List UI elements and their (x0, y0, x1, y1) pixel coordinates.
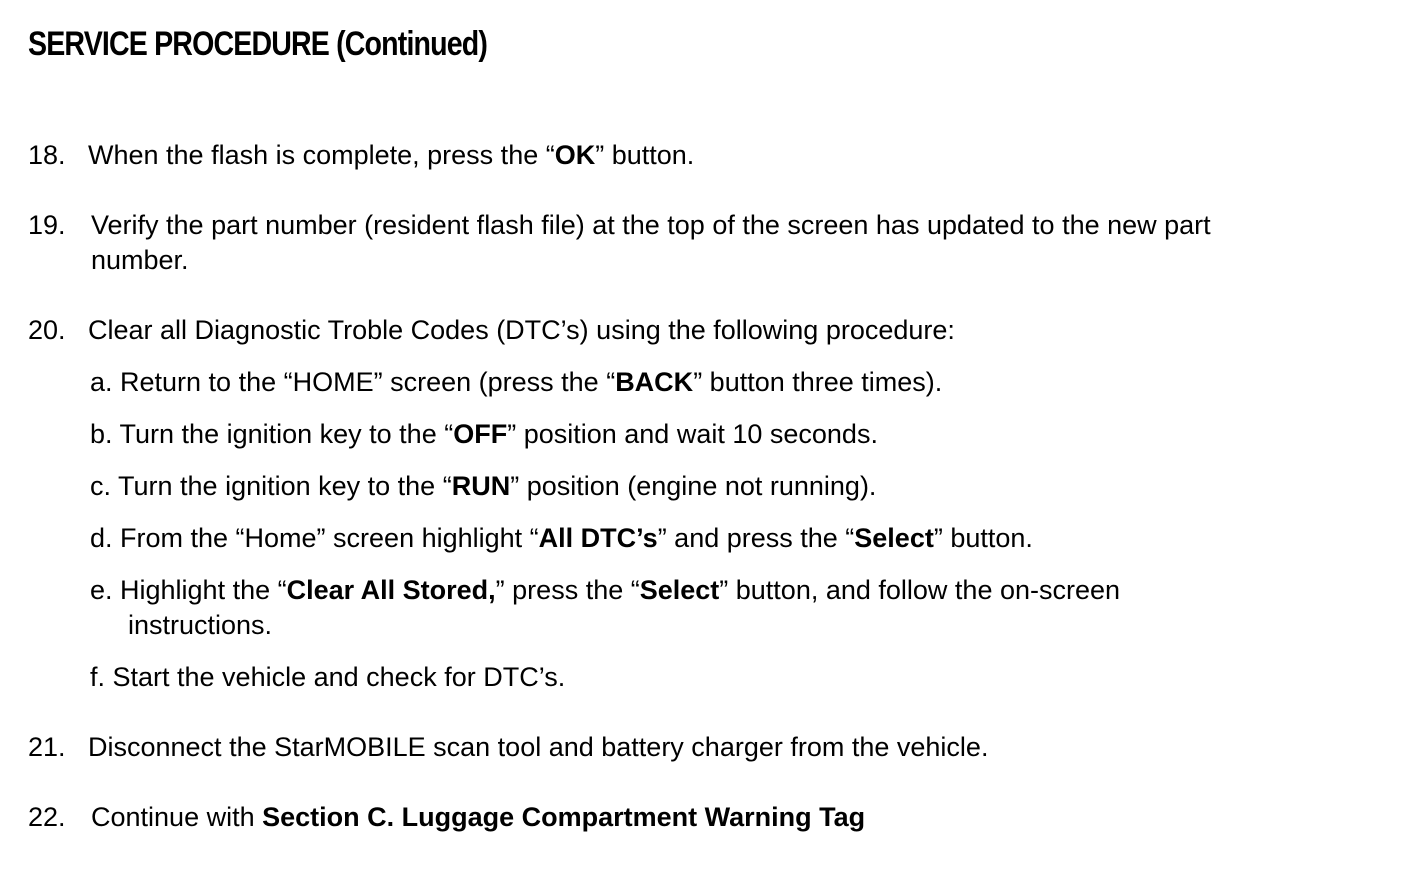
substep-d (90, 521, 1033, 556)
run-position-label: RUN (451, 471, 511, 501)
text-run: ” button. (933, 523, 1033, 553)
substep-c (90, 469, 876, 504)
text-run: f. Start the vehicle and check for DTC’s. (90, 662, 566, 692)
step-19 (28, 208, 1381, 278)
text-run: d. From the “Home” screen highlight “ (90, 523, 539, 553)
text-run: Continue with (91, 802, 263, 832)
step-number: 20. (28, 315, 66, 345)
text-run: When the flash is complete, press the “ (88, 140, 555, 170)
all-dtcs-label: All DTC’s (538, 523, 658, 553)
step-number: 22. (28, 802, 66, 832)
text-run: ” position and wait 10 seconds. (507, 419, 878, 449)
step-18 (28, 138, 694, 173)
substep-b (90, 417, 878, 452)
text-run: a. Return to the “HOME” screen (press the “ (90, 367, 616, 397)
text-run: ” position (engine not running). (510, 471, 877, 501)
text-run: ” press the “ (495, 575, 640, 605)
text-run: c. Turn the ignition key to the “ (90, 471, 452, 501)
off-position-label: OFF (453, 419, 508, 449)
text-run: b. Turn the ignition key to the “ (90, 419, 454, 449)
text-run: e. Highlight the “ (90, 575, 287, 605)
page-title: SERVICE PROCEDURE (Continued) (28, 25, 488, 63)
step-text (91, 802, 865, 832)
substep-e (90, 573, 1120, 643)
text-line: Verify the part number (resident flash file) at the top of the screen has updated to the new part (91, 210, 1211, 240)
ok-button-label: OK (554, 140, 596, 170)
step-number: 18. (28, 140, 66, 170)
step-text: Disconnect the StarMOBILE scan tool and battery charger from the vehicle. (88, 732, 989, 762)
step-text (88, 140, 694, 170)
step-20 (28, 313, 955, 348)
text-run: ” button, and follow the on-screen (719, 575, 1121, 605)
step-21 (28, 730, 988, 765)
text-run: ” button three times). (693, 367, 943, 397)
text-run: ” and press the “ (657, 523, 855, 553)
step-number: 19. (28, 210, 66, 240)
step-text (91, 208, 1381, 278)
substep-a (90, 365, 942, 400)
step-text: Clear all Diagnostic Troble Codes (DTC’s) using the following procedure: (88, 315, 955, 345)
section-reference: Section C. Luggage Compartment Warning Tag (262, 802, 866, 832)
step-number: 21. (28, 732, 66, 762)
clear-all-stored-label: Clear All Stored, (286, 575, 496, 605)
text-line: instructions. (128, 610, 273, 640)
step-22 (28, 800, 865, 835)
select-button-label: Select (639, 575, 720, 605)
text-run: ” button. (595, 140, 695, 170)
back-button-label: BACK (615, 367, 694, 397)
select-button-label: Select (854, 523, 934, 553)
text-line: number. (91, 245, 189, 275)
substep-f (90, 660, 565, 695)
